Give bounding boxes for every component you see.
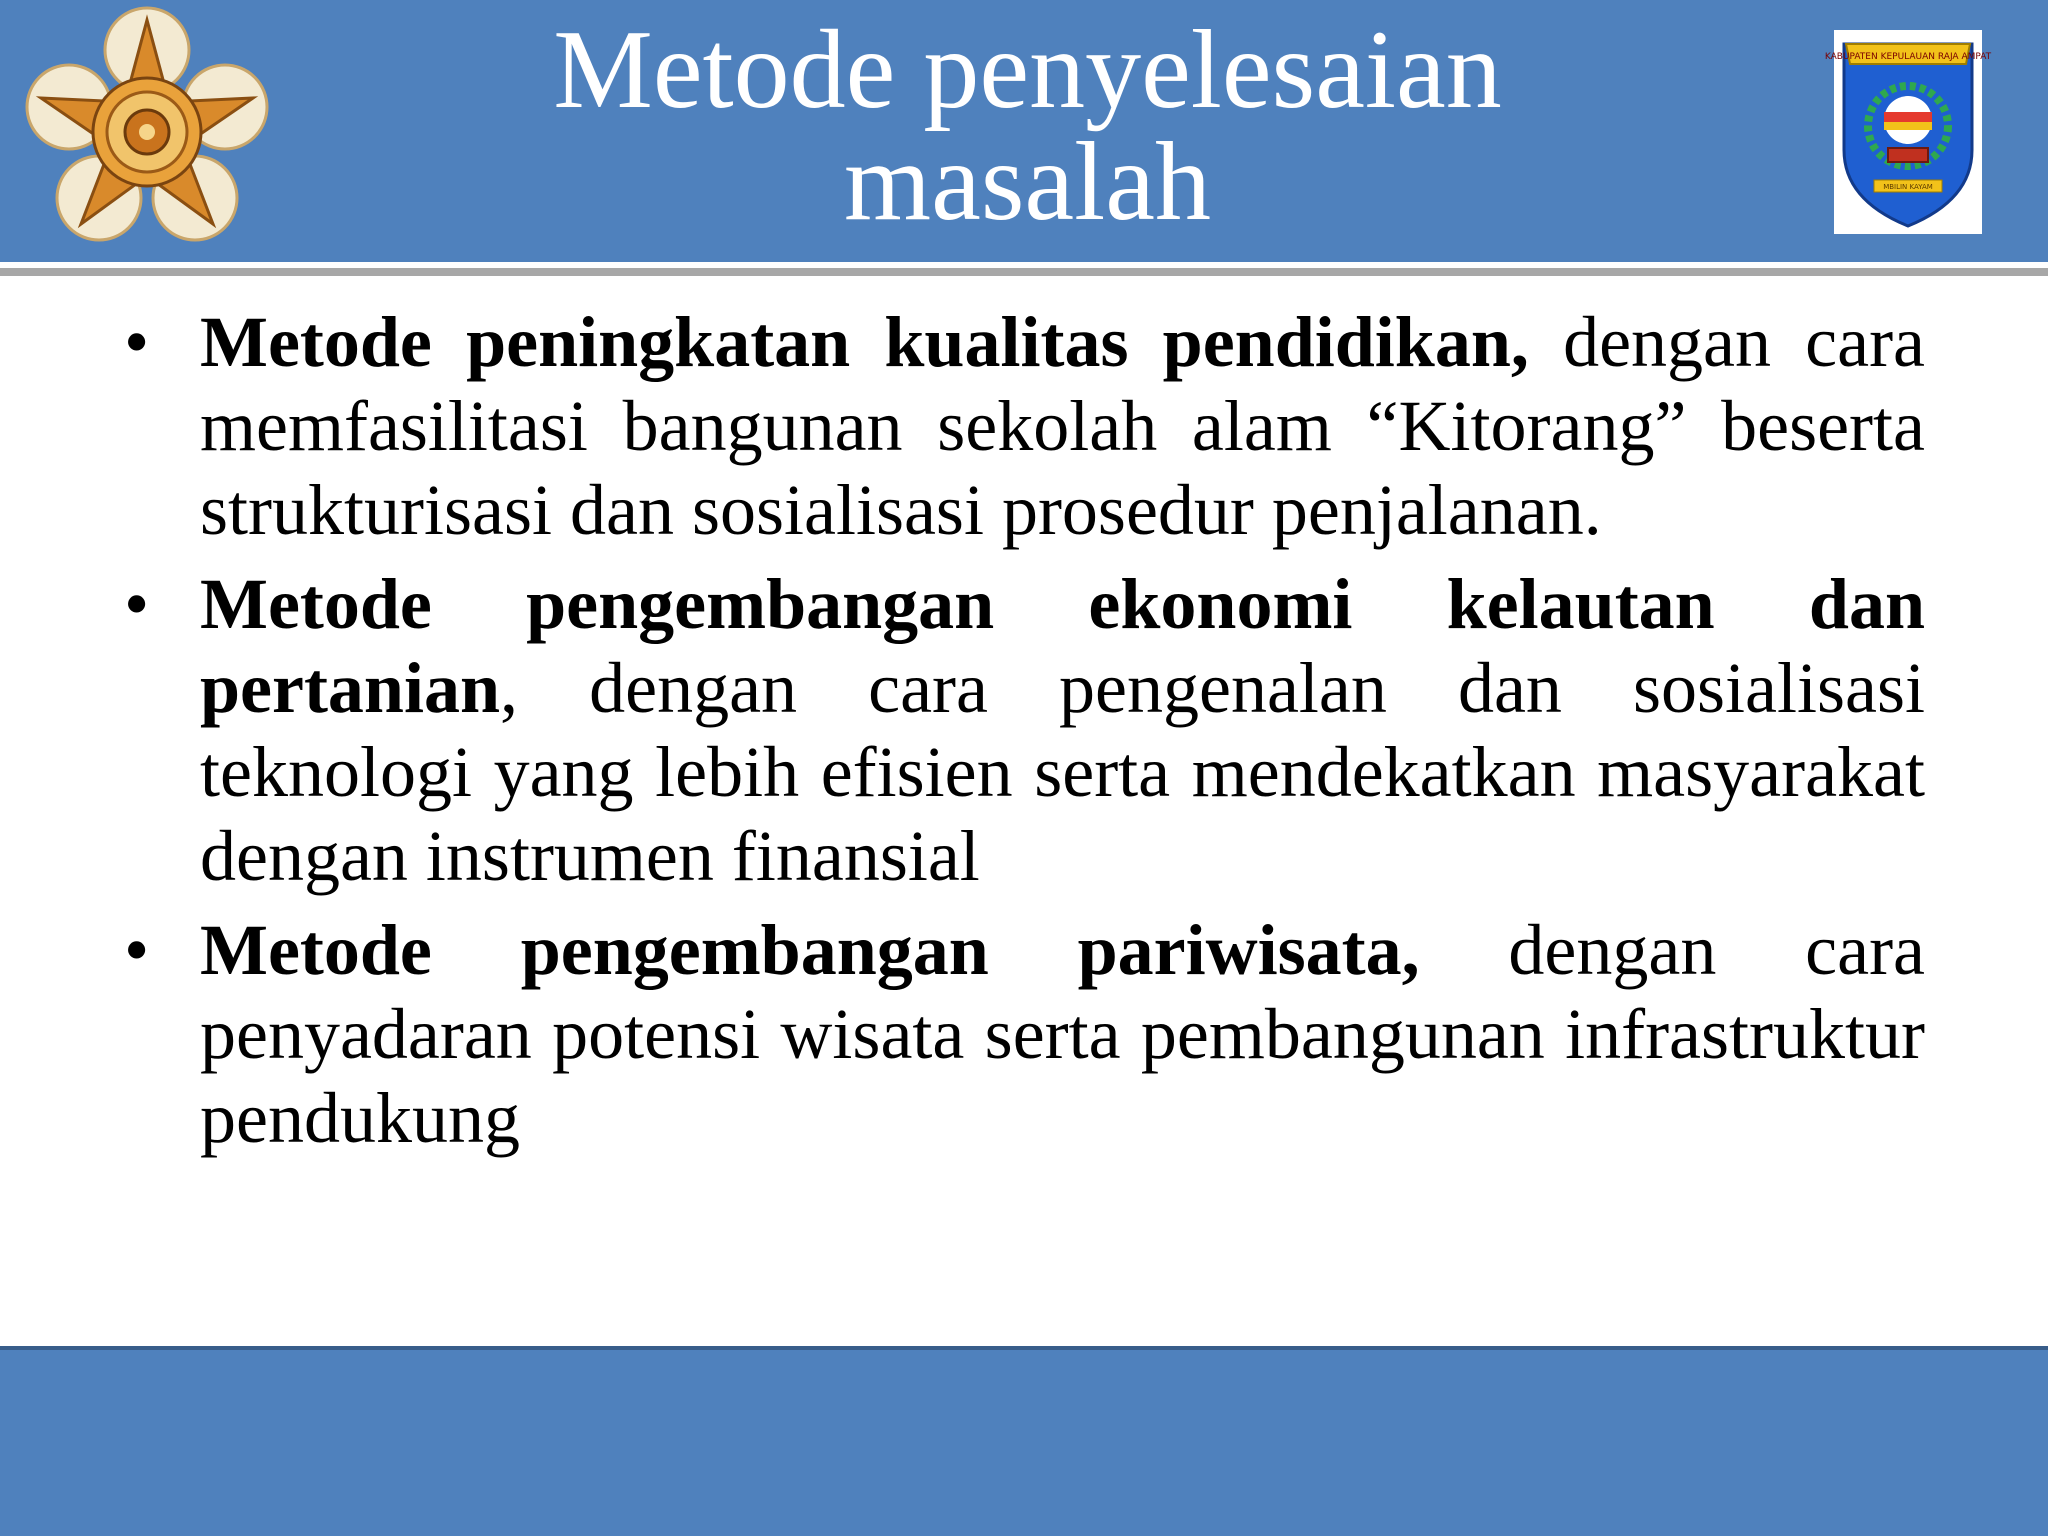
bullet-text [200, 562, 1925, 898]
crest-banner-text: KABUPATEN KEPULAUAN RAJA AMPAT [1824, 52, 1992, 62]
bullet-heading: Metode pengembangan pariwisata, [200, 910, 1420, 990]
bullet-body: dengan cara memfasilitasi bangunan sekolah alam “Kitorang” beserta strukturisasi dan sosialisasi prosedur penjalanan. [200, 302, 1926, 550]
bullet-list [120, 300, 1925, 1170]
raja-ampat-regency-crest-icon [1824, 30, 1992, 234]
bullet-body: , dengan cara pengenalan dan sosialisasi teknologi yang lebih efisien serta mendekatkan masyarakat dengan instrumen finansial [200, 648, 1925, 896]
bullet-text [200, 300, 1925, 552]
university-emblem-icon [22, 4, 272, 260]
slide-title: Metode penyelesaian masalah [553, 8, 1502, 244]
bullet-item [120, 908, 1925, 1160]
bullet-symbol: • [124, 564, 150, 644]
bullet-item [120, 300, 1925, 552]
bullet-symbol: • [124, 302, 150, 382]
bullet-item [120, 562, 1925, 898]
header-shadow [0, 268, 2048, 276]
bullet-body: dengan cara penyadaran potensi wisata serta pembangunan infrastruktur pendukung [200, 910, 1926, 1158]
bullet-symbol: • [124, 910, 150, 990]
slide-footer [0, 1346, 2048, 1536]
bullet-heading: Metode peningkatan kualitas pendidikan, [200, 302, 1529, 382]
bullet-text [200, 908, 1925, 1160]
bullet-heading: Metode pengembangan ekonomi kelautan dan pertanian [200, 564, 1925, 728]
crest-motto: MBILIN KAYAM [1883, 183, 1933, 191]
